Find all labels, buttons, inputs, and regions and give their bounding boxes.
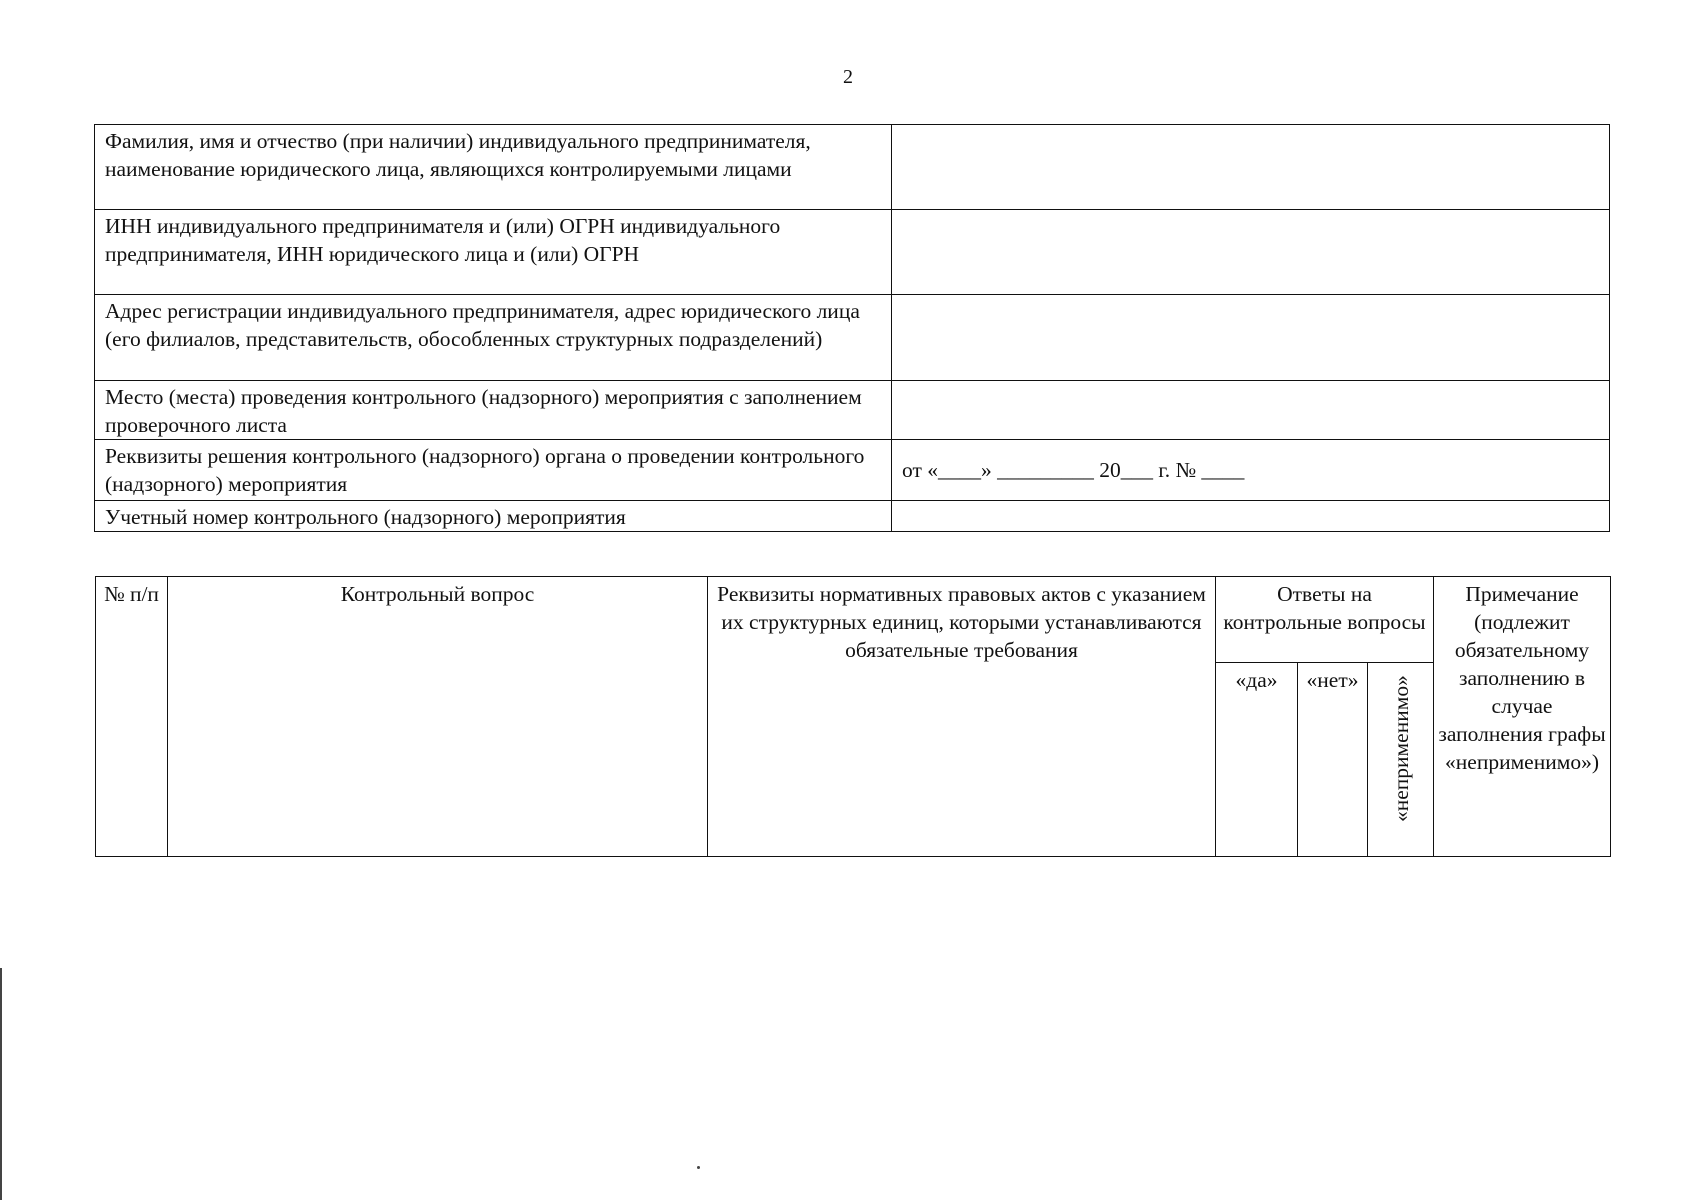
info-row-inn: [95, 210, 1610, 295]
col-header-not-applicable: [1368, 663, 1434, 857]
scan-speck: [697, 1166, 700, 1169]
col-header-yes: «да»: [1216, 663, 1298, 857]
inspection-info-table: [94, 124, 1610, 532]
info-value-place[interactable]: [892, 381, 1610, 440]
info-row-place: [95, 381, 1610, 440]
control-questions-table: [95, 576, 1611, 857]
info-row-decision: [95, 440, 1610, 501]
col-header-number: № п/п: [96, 577, 168, 857]
scan-edge-line: [0, 968, 2, 1200]
info-label-inn: ИНН индивидуального предпринимателя и (или) ОГРН индивидуального предпринимателя, ИНН юридического лица и (или) ОГРН: [95, 210, 892, 295]
col-header-note: Примечание (подлежит обязательному заполнению в случае заполнения графы «неприменимо»): [1434, 577, 1611, 857]
col-header-question: Контрольный вопрос: [168, 577, 708, 857]
info-label-address: Адрес регистрации индивидуального предпринимателя, адрес юридического лица (его филиалов, представительств, обособленных структурных подразделений): [95, 295, 892, 381]
page-number: 2: [843, 66, 853, 88]
col-header-answers: Ответы на контрольные вопросы: [1216, 577, 1434, 663]
col-header-no: [1298, 663, 1368, 857]
info-value-address[interactable]: [892, 295, 1610, 381]
info-value-name[interactable]: [892, 125, 1610, 210]
info-row-name: [95, 125, 1610, 210]
col-header-requisites: Реквизиты нормативных правовых актов с указанием их структурных единиц, которыми устанавливаются обязательные требования: [708, 577, 1216, 857]
info-row-address: [95, 295, 1610, 381]
info-label-decision: Реквизиты решения контрольного (надзорного) органа о проведении контрольного (надзорного) мероприятия: [95, 440, 892, 501]
info-value-inn[interactable]: [892, 210, 1610, 295]
info-label-place: Место (места) проведения контрольного (надзорного) мероприятия с заполнением проверочного листа: [95, 381, 892, 440]
col-header-no-text: «нет»: [1306, 668, 1359, 692]
col-header-not-applicable-text: «неприменимо»: [1388, 675, 1413, 822]
info-value-decision[interactable]: от «____» _________ 20___ г. № ____: [892, 440, 1610, 501]
info-row-account-number: [95, 501, 1610, 532]
info-label-account-number: Учетный номер контрольного (надзорного) мероприятия: [95, 501, 892, 532]
info-value-account-number[interactable]: [892, 501, 1610, 532]
info-label-name: Фамилия, имя и отчество (при наличии) индивидуального предпринимателя, наименование юридического лица, являющихся контролируемыми лицами: [95, 125, 892, 210]
